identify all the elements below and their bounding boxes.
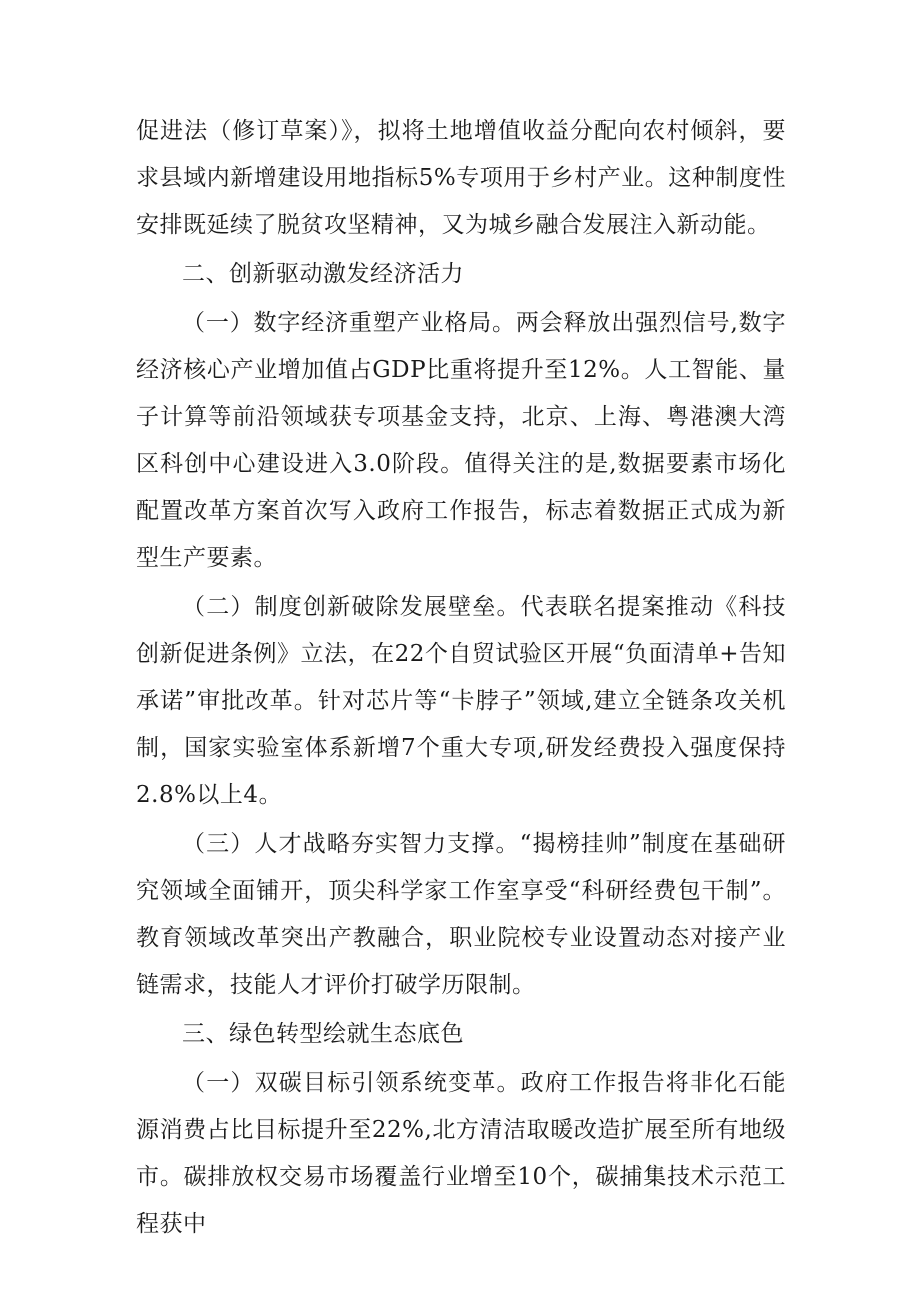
paragraph-digital-economy: （一）数字经济重塑产业格局。两会释放出强烈信号,数字经济核心产业增加值占GDP比重将提升至12%。人工智能、量子计算等前沿领域获专项基金支持，北京、上海、粤港澳大湾区科创中心建设进入3.0阶段。值得关注的是,数据要素市场化配置改革方案首次写入政府工作报告，标志着数据正式成为新型生产要素。 — [136, 310, 786, 571]
paragraph-dual-carbon: （一）双碳目标引领系统变革。政府工作报告将非化石能源消费占比目标提升至22%,北方清洁取暖改造扩展至所有地级市。碳排放权交易市场覆盖行业增至10个，碳捕集技术示范工程获中 — [136, 1070, 786, 1237]
section-heading-2: 二、创新驱动激发经济活力 — [182, 261, 464, 287]
paragraph-talent-strategy: （三）人才战略夯实智力支撑。“揭榜挂帅”制度在基础研究领域全面铺开，顶尖科学家工作室享受“科研经费包干制”。教育领域改革突出产教融合，职业院校专业设置动态对接产业链需求，技能人才评价打破学历限制。 — [136, 831, 786, 998]
section-heading-3: 三、绿色转型绘就生态底色 — [182, 1021, 464, 1047]
paragraph-institutional-innovation: （二）制度创新破除发展壁垒。代表联名提案推动《科技创新促进条例》立法，在22个自贸试验区开展“负面清单+告知承诺”审批改革。针对芯片等“卡脖子”领域,建立全链条攻关机制，国家实验室体系新增7个重大专项,研发经费投入强度保持2.8%以上4。 — [136, 594, 786, 808]
document-body — [136, 108, 786, 1250]
paragraph-continuation: 促进法（修订草案）》，拟将土地增值收益分配向农村倾斜，要求县域内新增建设用地指标5%专项用于乡村产业。这种制度性安排既延续了脱贫攻坚精神，又为城乡融合发展注入新动能。 — [136, 118, 786, 238]
